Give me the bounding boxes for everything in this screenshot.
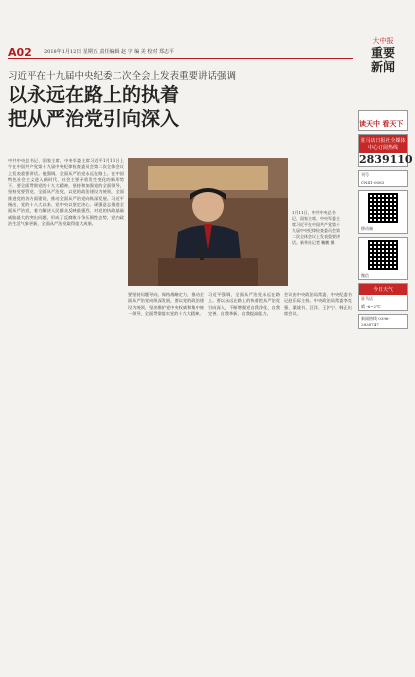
weather-title: 今日天气 <box>359 284 407 295</box>
weather-temp: 晴 -6~2℃ <box>361 303 381 309</box>
qr-label-2: 微信 <box>361 272 369 278</box>
news-photo <box>128 158 288 286</box>
qr-box-2[interactable] <box>358 237 408 281</box>
page-meta: 2018年1月12日 星期五 责任编辑 赵 宇 编 美 校对 郑志平 <box>44 49 174 55</box>
subscribe-box <box>358 134 413 167</box>
headline-line1: 以永远在路上的执着 <box>8 84 180 106</box>
contact-box <box>358 314 408 329</box>
subtitle: 习近平在十九届中央纪委二次全会上发表重要讲话强调 <box>8 71 237 82</box>
masthead-line1: 重要 <box>370 46 395 60</box>
sidebar <box>358 110 413 670</box>
article-column-1: 中共中央总书记、国家主席、中央军委主席习近平1月11日上午在中国共产党第十九届中央纪律检查委员会第二次全体会议上发表重要讲话。他强调，全面从严治党永远在路上。在中国特色社会主义进入新时代、社会主要矛盾发生变化的新形势下，要全面贯彻党的十九大精神，坚持和加强党的全面领导，坚持党要管党、全面从严治党，以党的政治建设为统领，全面推进党的各方面建设，推动全面从严治党向纵深发展。习近平指出，党的十八大以来，党中央以坚定决心、顽强意志推进全面从严治党，着力解决人民群众反映最强烈、对党的执政基础威胁最大的突出问题，形成了反腐败斗争压倒性态势，党内政治生活气象更新，全面从严治党取得重大成果。 <box>8 158 124 226</box>
article-column-2: 要坚持问题导向，保持战略定力，推动全面从严治党向纵深发展。要以党的政治建设为统领，坚决维护党中央权威和集中统一领导，全面贯彻落实党的十九大精神。 <box>128 292 204 316</box>
photo-caption: 1月11日，中共中央总书记、国家主席、中央军委主席习近平在中国共产党第十九届中央纪律检查委员会第二次全体会议上发表重要讲话。新华社记者 鞠鹏 摄 <box>292 210 340 245</box>
weather-city: 驻马店 <box>361 296 373 301</box>
masthead-line2: 新闻 <box>370 60 395 74</box>
subscribe-label: 驻马店日报社全媒体中心订阅热线 <box>359 135 407 153</box>
contact-line: 新闻热线 0396-2838747 <box>361 316 390 327</box>
qr-box-1[interactable] <box>358 190 408 234</box>
promo-box <box>358 110 408 131</box>
hotline-number: 2839110 <box>359 153 413 166</box>
qr-code-icon <box>368 240 398 270</box>
masthead <box>358 36 408 74</box>
promo-text: 读天中 看天下 <box>359 119 404 128</box>
page-number: A02 <box>8 46 32 59</box>
masthead-logo: 大中报 <box>372 37 394 45</box>
headline-line2: 把从严治党引向深入 <box>8 108 180 130</box>
issn-box <box>358 170 408 187</box>
qr-code-icon <box>368 193 398 223</box>
qr-label-1: 移动端 <box>361 226 373 231</box>
page-header <box>8 46 353 59</box>
article-column-4: 会议由中央政治局常委、中央纪委书记赵乐际主持。中央政治局常委李克强、栗战书、汪洋、王沪宁、韩正出席会议。 <box>284 292 352 316</box>
issn-label: 刊号 <box>361 172 369 177</box>
headline <box>8 83 179 131</box>
speaker-photo-illustration <box>128 158 288 286</box>
issn-value: CN41-0083 <box>361 179 385 185</box>
article-column-3: 习近平强调，全面从严治党永远在路上。要以永远在路上的执着把从严治党引向深入，不断增强党自我净化、自我完善、自我革新、自我提高能力。 <box>208 292 280 316</box>
weather-box <box>358 283 408 311</box>
